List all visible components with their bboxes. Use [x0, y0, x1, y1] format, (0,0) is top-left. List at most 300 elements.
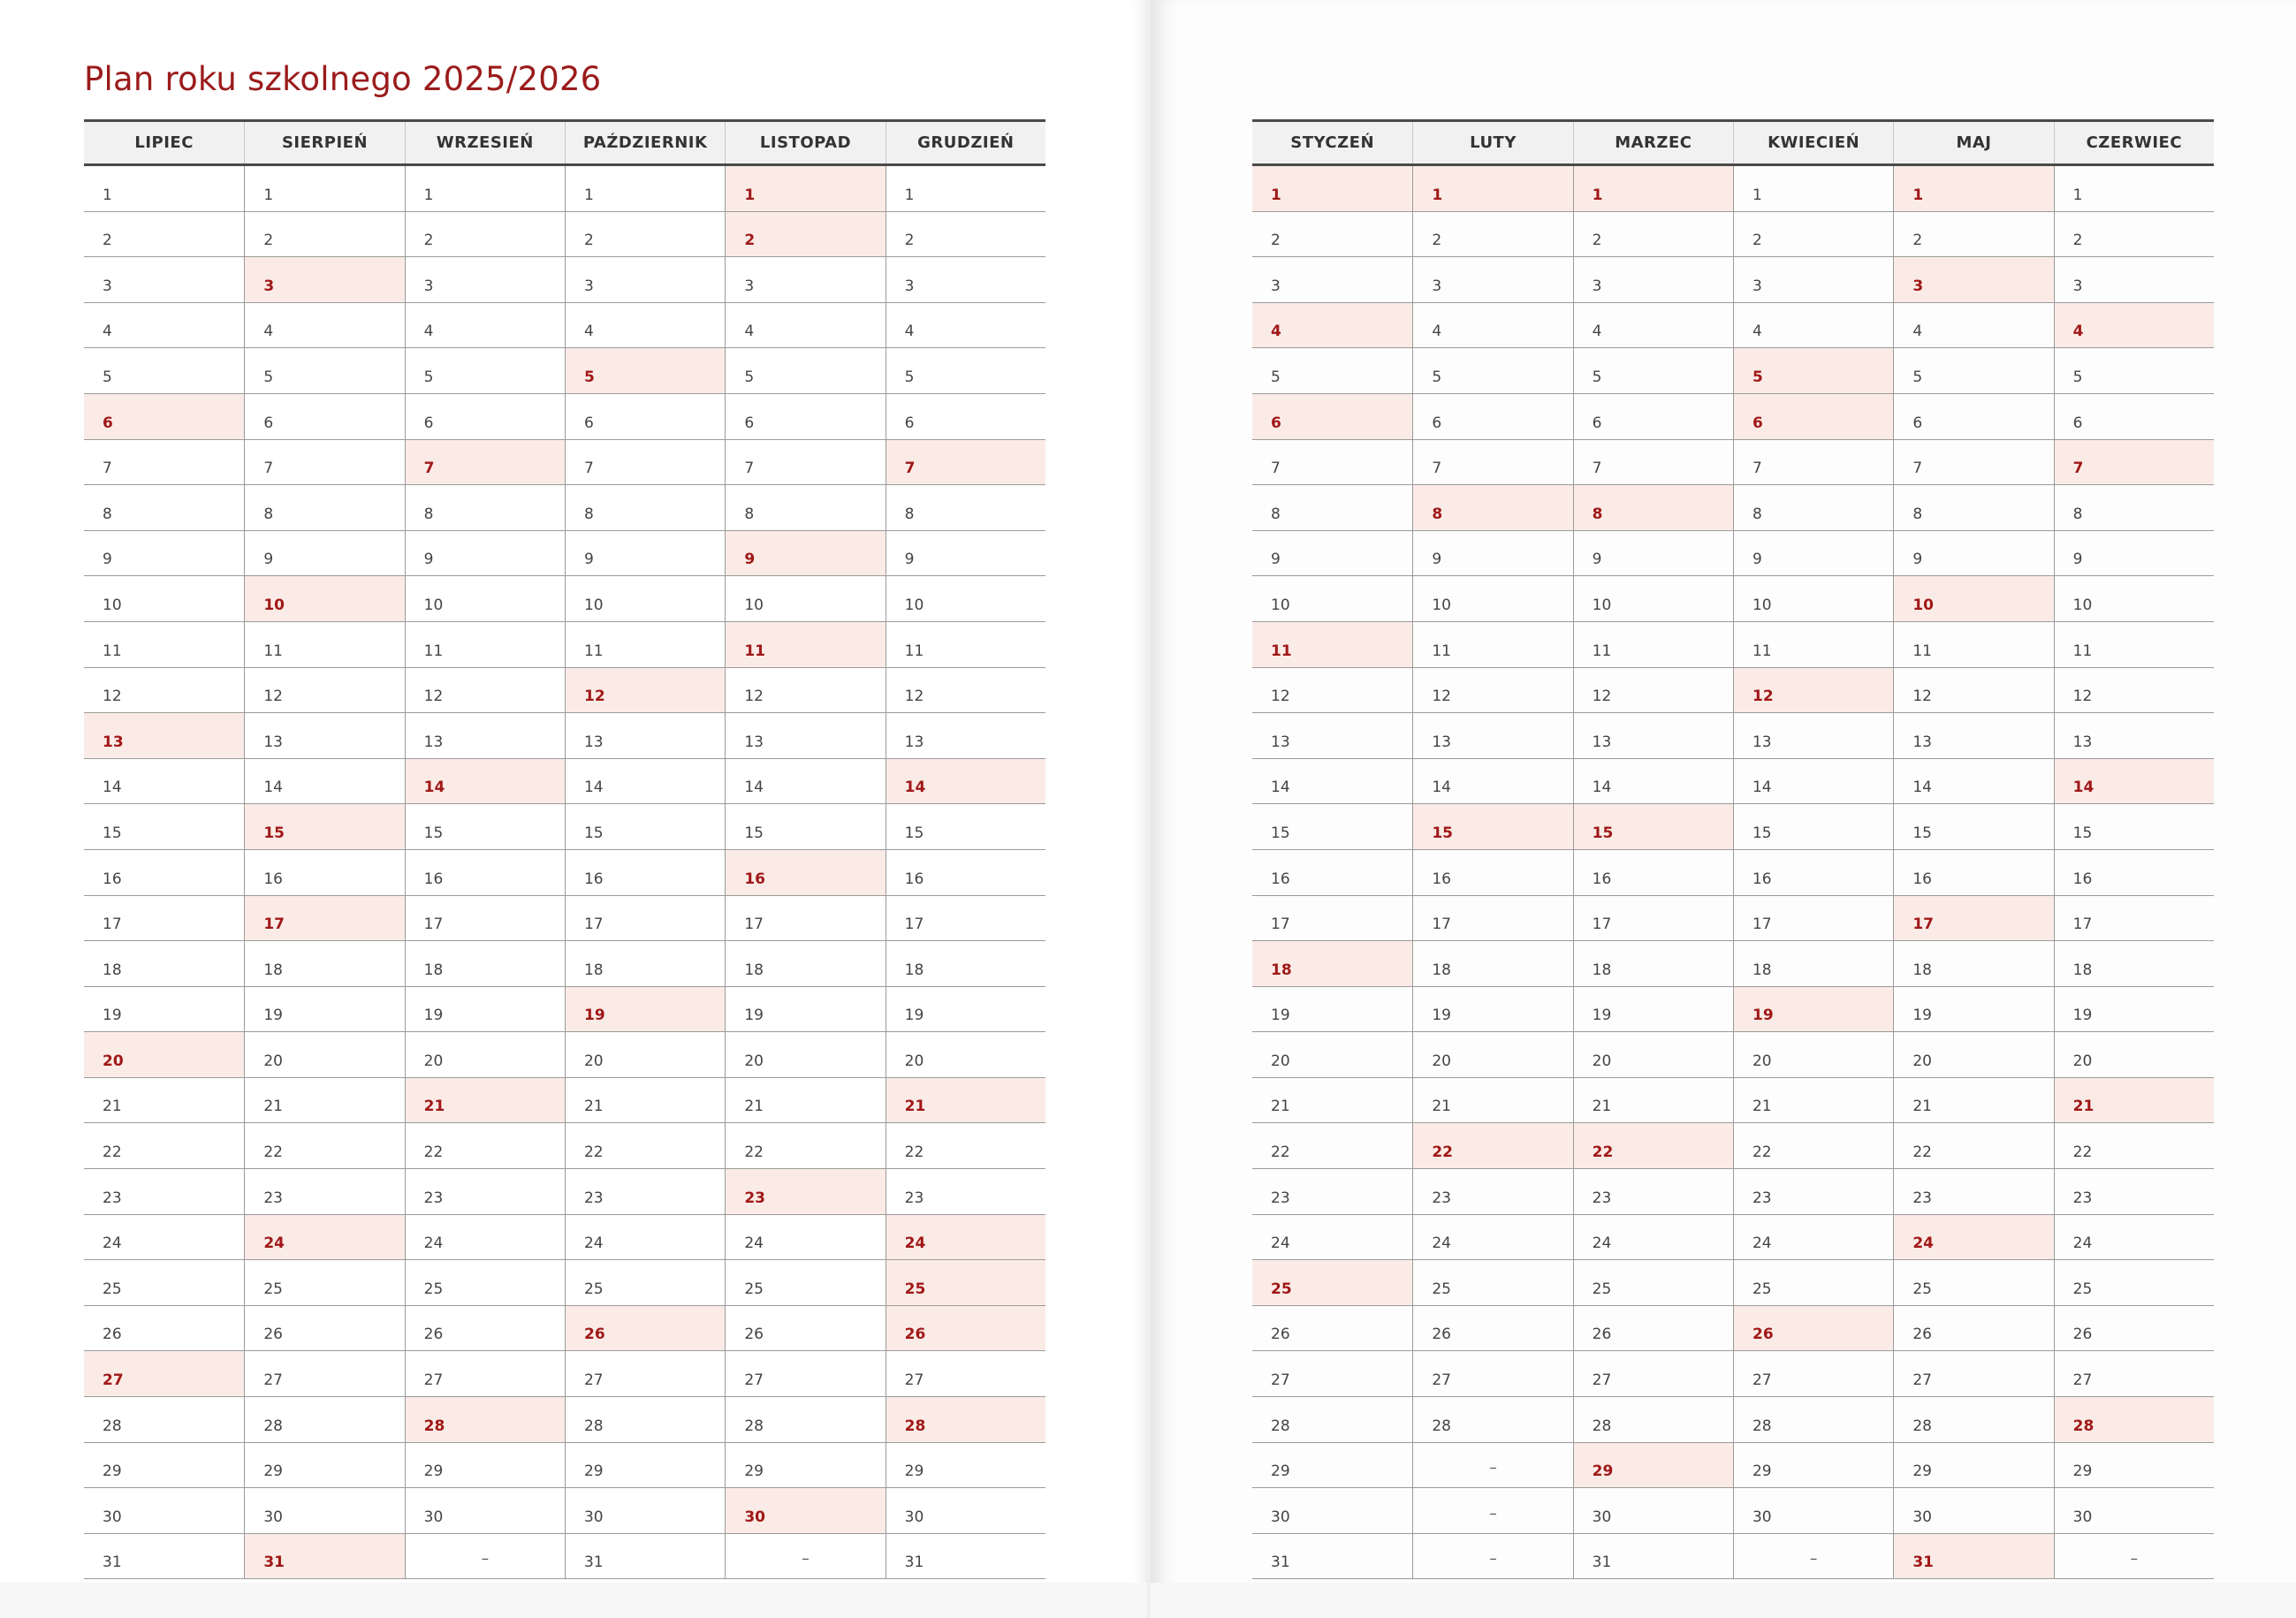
right-page	[1151, 0, 2296, 1618]
day-cell	[1413, 303, 1572, 349]
day-number: 9	[2072, 551, 2083, 569]
day-number: 1	[2072, 186, 2083, 204]
day-number: 31	[103, 1553, 122, 1572]
day-cell	[2055, 440, 2214, 486]
day-number: 9	[1592, 551, 1602, 569]
day-number: 3	[583, 277, 594, 295]
month-header: LIPIEC	[134, 133, 194, 152]
day-number: 27	[1752, 1371, 1772, 1390]
empty-day-marker: –	[802, 1550, 810, 1569]
day-cell	[886, 1306, 1045, 1352]
day-number: 3	[904, 277, 915, 295]
day-cell	[2055, 257, 2214, 303]
day-cell	[245, 850, 404, 896]
day-cell	[84, 713, 244, 759]
day-number: 11	[1592, 642, 1612, 660]
day-cell	[1252, 212, 1412, 258]
day-number: 20	[744, 1052, 764, 1070]
day-number: 8	[423, 505, 434, 523]
day-number: 26	[1912, 1326, 1932, 1344]
day-cell	[886, 622, 1045, 668]
day-cell	[245, 896, 404, 942]
day-number: 25	[904, 1280, 926, 1298]
day-number: 22	[744, 1143, 764, 1162]
day-number: 14	[1752, 779, 1772, 797]
day-cell	[84, 394, 244, 440]
day-cell	[726, 1078, 885, 1124]
day-number: 18	[263, 961, 283, 979]
day-number: 27	[1912, 1371, 1932, 1390]
empty-day-marker: –	[1489, 1504, 1497, 1523]
day-number: 23	[103, 1189, 122, 1207]
day-number: 25	[1271, 1280, 1292, 1298]
day-number: 10	[103, 596, 122, 614]
day-cell	[1413, 394, 1572, 440]
day-number: 13	[583, 733, 604, 751]
day-number: 23	[423, 1189, 444, 1207]
day-cell	[1894, 1260, 2053, 1306]
day-cell	[1574, 257, 1733, 303]
day-cell	[1894, 1488, 2053, 1534]
day-cell	[1413, 212, 1572, 258]
day-number: 21	[904, 1098, 926, 1116]
day-cell	[84, 1032, 244, 1078]
day-number: 2	[1912, 232, 1923, 250]
day-cell	[1734, 622, 1893, 668]
day-cell	[566, 394, 725, 440]
day-number: 8	[1271, 505, 1281, 523]
day-number: 13	[423, 733, 444, 751]
day-number: 20	[423, 1052, 444, 1070]
day-cell	[1894, 212, 2053, 258]
day-cell	[406, 166, 565, 212]
day-cell	[84, 576, 244, 622]
day-number: 10	[1912, 596, 1934, 614]
day-number: 5	[583, 368, 595, 386]
day-number: 7	[423, 460, 435, 478]
day-number: 23	[263, 1189, 283, 1207]
day-cell	[245, 941, 404, 987]
month-header-row	[1252, 119, 2214, 166]
day-cell	[566, 1215, 725, 1261]
day-cell	[886, 212, 1045, 258]
day-number: 1	[1271, 186, 1281, 204]
month-column	[405, 166, 565, 1579]
day-cell	[406, 394, 565, 440]
day-number: 6	[1752, 414, 1763, 432]
day-number: 17	[2072, 915, 2093, 934]
day-number: 27	[423, 1371, 444, 1390]
day-cell	[1734, 1260, 1893, 1306]
day-number: 10	[2072, 596, 2093, 614]
day-number: 19	[2072, 1007, 2093, 1025]
day-number: 21	[263, 1098, 283, 1116]
day-cell	[726, 212, 885, 258]
day-number: 26	[904, 1326, 926, 1344]
day-cell	[245, 713, 404, 759]
day-grid	[84, 166, 1045, 1579]
day-number: 1	[744, 186, 756, 204]
day-cell	[726, 1534, 885, 1580]
day-number: 8	[1912, 505, 1923, 523]
day-number: 10	[423, 596, 444, 614]
day-number: 14	[904, 779, 926, 797]
day-cell	[1413, 1443, 1572, 1489]
day-number: 30	[1592, 1508, 1612, 1526]
day-number: 14	[263, 779, 283, 797]
day-number: 27	[263, 1371, 283, 1390]
day-number: 24	[2072, 1234, 2093, 1253]
month-column	[1412, 166, 1572, 1579]
day-number: 13	[1912, 733, 1932, 751]
day-number: 22	[263, 1143, 283, 1162]
day-number: 9	[583, 551, 594, 569]
day-number: 13	[1592, 733, 1612, 751]
day-number: 17	[904, 915, 924, 934]
day-number: 28	[1271, 1417, 1290, 1435]
day-number: 7	[1592, 460, 1602, 478]
day-cell	[1252, 348, 1412, 394]
day-number: 30	[583, 1508, 604, 1526]
day-number: 3	[103, 277, 112, 295]
day-cell	[1574, 1123, 1733, 1169]
month-header: PAŹDZIERNIK	[565, 122, 725, 163]
day-number: 16	[263, 870, 283, 888]
day-number: 2	[2072, 232, 2083, 250]
day-number: 3	[1912, 277, 1924, 295]
day-number: 5	[1432, 368, 1442, 386]
day-number: 4	[423, 323, 434, 341]
day-number: 2	[103, 232, 112, 250]
day-cell	[1894, 713, 2053, 759]
day-number: 5	[744, 368, 755, 386]
day-cell	[406, 987, 565, 1033]
day-cell	[1574, 394, 1733, 440]
day-cell	[1734, 348, 1893, 394]
day-cell	[1252, 759, 1412, 805]
day-cell	[1252, 1123, 1412, 1169]
day-number: 19	[1752, 1007, 1774, 1025]
day-number: 25	[744, 1280, 764, 1298]
day-number: 18	[2072, 961, 2093, 979]
day-cell	[1894, 1351, 2053, 1397]
day-number: 16	[1271, 870, 1290, 888]
day-number: 6	[263, 414, 274, 432]
day-cell	[2055, 1078, 2214, 1124]
day-cell	[1252, 485, 1412, 531]
day-number: 25	[1752, 1280, 1772, 1298]
day-number: 26	[263, 1326, 283, 1344]
day-number: 14	[744, 779, 764, 797]
day-cell	[1894, 1123, 2053, 1169]
day-number: 8	[1752, 505, 1762, 523]
day-number: 17	[583, 915, 604, 934]
day-cell	[2055, 987, 2214, 1033]
day-number: 26	[744, 1326, 764, 1344]
day-cell	[1734, 303, 1893, 349]
day-cell	[245, 303, 404, 349]
month-column	[725, 166, 885, 1579]
day-number: 25	[1912, 1280, 1932, 1298]
day-number: 14	[1271, 779, 1290, 797]
month-header: LUTY	[1412, 122, 1572, 163]
day-cell	[886, 1078, 1045, 1124]
day-cell	[1252, 166, 1412, 212]
day-number: 11	[2072, 642, 2093, 660]
day-cell	[1252, 1169, 1412, 1215]
day-cell	[245, 1351, 404, 1397]
day-cell	[2055, 1397, 2214, 1443]
day-cell	[1252, 896, 1412, 942]
day-cell	[406, 212, 565, 258]
day-cell	[886, 576, 1045, 622]
month-header: WRZESIEŃ	[405, 122, 565, 163]
day-cell	[84, 896, 244, 942]
day-cell	[1574, 1215, 1733, 1261]
day-number: 14	[1912, 779, 1932, 797]
day-cell	[245, 348, 404, 394]
day-cell	[406, 440, 565, 486]
day-cell	[1574, 1488, 1733, 1534]
day-number: 28	[904, 1417, 926, 1435]
month-header: STYCZEŃ	[1290, 133, 1375, 152]
day-number: 5	[1752, 368, 1763, 386]
day-cell	[406, 1032, 565, 1078]
day-number: 5	[103, 368, 112, 386]
day-number: 7	[583, 460, 594, 478]
day-number: 17	[1752, 915, 1772, 934]
day-number: 11	[103, 642, 122, 660]
day-cell	[245, 1488, 404, 1534]
day-number: 26	[583, 1326, 605, 1344]
day-cell	[406, 668, 565, 714]
day-cell	[2055, 668, 2214, 714]
day-number: 19	[1432, 1007, 1451, 1025]
day-cell	[566, 622, 725, 668]
day-number: 30	[423, 1508, 444, 1526]
day-number: 11	[744, 642, 765, 660]
day-cell	[2055, 166, 2214, 212]
day-cell	[2055, 1123, 2214, 1169]
day-number: 7	[1271, 460, 1281, 478]
day-cell	[1413, 440, 1572, 486]
day-cell	[1413, 1488, 1572, 1534]
day-cell	[1574, 576, 1733, 622]
day-number: 10	[904, 596, 924, 614]
day-cell	[406, 1123, 565, 1169]
day-number: 6	[1271, 414, 1281, 432]
day-number: 22	[1912, 1143, 1932, 1162]
day-cell	[726, 394, 885, 440]
day-number: 27	[1592, 1371, 1612, 1390]
day-cell	[2055, 303, 2214, 349]
day-number: 20	[1752, 1052, 1772, 1070]
day-cell	[1413, 759, 1572, 805]
day-cell	[245, 1078, 404, 1124]
day-number: 15	[583, 824, 604, 842]
day-cell	[2055, 1169, 2214, 1215]
day-cell	[245, 668, 404, 714]
day-cell	[566, 987, 725, 1033]
day-number: 30	[1271, 1508, 1290, 1526]
day-cell	[566, 531, 725, 577]
day-cell	[406, 713, 565, 759]
day-cell	[1252, 668, 1412, 714]
day-cell	[1574, 1260, 1733, 1306]
day-cell	[84, 531, 244, 577]
day-cell	[726, 348, 885, 394]
day-number: 16	[1752, 870, 1772, 888]
day-cell	[1252, 987, 1412, 1033]
day-cell	[406, 941, 565, 987]
day-cell	[726, 440, 885, 486]
day-number: 16	[904, 870, 924, 888]
day-cell	[2055, 759, 2214, 805]
day-number: 7	[1912, 460, 1923, 478]
day-cell	[1894, 1078, 2053, 1124]
day-cell	[1413, 1306, 1572, 1352]
day-number: 13	[103, 733, 124, 751]
day-cell	[245, 1397, 404, 1443]
day-cell	[2055, 394, 2214, 440]
day-cell	[726, 576, 885, 622]
day-number: 12	[1432, 687, 1451, 706]
day-cell	[1734, 896, 1893, 942]
day-number: 5	[1271, 368, 1281, 386]
day-cell	[1894, 622, 2053, 668]
day-cell	[1574, 348, 1733, 394]
day-cell	[84, 804, 244, 850]
day-number: 12	[1271, 687, 1290, 706]
day-cell	[1734, 1534, 1893, 1580]
day-number: 8	[103, 505, 112, 523]
day-number: 17	[1592, 915, 1612, 934]
day-cell	[1413, 1260, 1572, 1306]
day-number: 31	[1271, 1553, 1290, 1572]
day-number: 6	[744, 414, 755, 432]
day-cell	[566, 850, 725, 896]
day-cell	[1734, 440, 1893, 486]
day-number: 9	[904, 551, 915, 569]
day-cell	[245, 531, 404, 577]
month-header: LISTOPAD	[725, 122, 885, 163]
day-number: 18	[904, 961, 924, 979]
day-cell	[886, 1260, 1045, 1306]
day-number: 16	[1912, 870, 1932, 888]
day-cell	[726, 759, 885, 805]
day-cell	[245, 212, 404, 258]
day-cell	[406, 257, 565, 303]
day-number: 6	[2072, 414, 2083, 432]
day-cell	[406, 1306, 565, 1352]
day-cell	[1734, 485, 1893, 531]
day-number: 20	[1912, 1052, 1932, 1070]
day-cell	[84, 1351, 244, 1397]
day-cell	[726, 1032, 885, 1078]
day-cell	[1252, 1078, 1412, 1124]
day-cell	[1574, 531, 1733, 577]
day-cell	[1894, 896, 2053, 942]
day-number: 12	[744, 687, 764, 706]
day-cell	[1413, 896, 1572, 942]
day-number: 11	[1912, 642, 1932, 660]
day-number: 30	[1752, 1508, 1772, 1526]
day-number: 28	[583, 1417, 604, 1435]
day-number: 8	[744, 505, 755, 523]
day-cell	[1252, 257, 1412, 303]
day-number: 27	[744, 1371, 764, 1390]
day-number: 7	[904, 460, 916, 478]
month-column	[886, 166, 1045, 1579]
day-number: 17	[1912, 915, 1934, 934]
day-cell	[1734, 212, 1893, 258]
day-cell	[406, 1169, 565, 1215]
day-number: 28	[1432, 1417, 1451, 1435]
day-number: 3	[263, 277, 275, 295]
day-cell	[1894, 1443, 2053, 1489]
day-number: 1	[263, 186, 274, 204]
day-number: 29	[1752, 1462, 1772, 1481]
day-cell	[1413, 348, 1572, 394]
day-cell	[1413, 668, 1572, 714]
day-number: 19	[904, 1007, 924, 1025]
day-cell	[1894, 987, 2053, 1033]
day-number: 13	[1432, 733, 1451, 751]
day-number: 22	[103, 1143, 122, 1162]
day-number: 9	[263, 551, 274, 569]
day-cell	[84, 348, 244, 394]
day-cell	[1734, 804, 1893, 850]
day-cell	[726, 485, 885, 531]
day-cell	[1413, 804, 1572, 850]
month-header: KWIECIEŃ	[1733, 122, 1893, 163]
day-cell	[1413, 531, 1572, 577]
day-number: 3	[744, 277, 755, 295]
day-cell	[245, 1306, 404, 1352]
day-number: 19	[1912, 1007, 1932, 1025]
day-cell	[84, 1397, 244, 1443]
day-number: 6	[1432, 414, 1442, 432]
day-cell	[406, 850, 565, 896]
day-cell	[2055, 1260, 2214, 1306]
day-cell	[1413, 941, 1572, 987]
day-cell	[2055, 1032, 2214, 1078]
day-cell	[1252, 1397, 1412, 1443]
day-number: 24	[583, 1234, 604, 1253]
day-cell	[566, 1443, 725, 1489]
day-cell	[1252, 1443, 1412, 1489]
day-number: 25	[103, 1280, 122, 1298]
day-cell	[1574, 166, 1733, 212]
day-cell	[726, 1169, 885, 1215]
day-cell	[726, 622, 885, 668]
day-number: 4	[263, 323, 274, 341]
day-number: 28	[2072, 1417, 2095, 1435]
day-number: 2	[1432, 232, 1442, 250]
day-cell	[84, 1534, 244, 1580]
day-number: 21	[1752, 1098, 1772, 1116]
day-cell	[726, 1260, 885, 1306]
day-cell	[566, 576, 725, 622]
day-number: 8	[1592, 505, 1603, 523]
day-cell	[566, 257, 725, 303]
day-number: 12	[1592, 687, 1612, 706]
day-number: 24	[904, 1234, 926, 1253]
day-number: 8	[1432, 505, 1443, 523]
day-cell	[1574, 850, 1733, 896]
day-cell	[886, 303, 1045, 349]
day-number: 28	[423, 1417, 445, 1435]
